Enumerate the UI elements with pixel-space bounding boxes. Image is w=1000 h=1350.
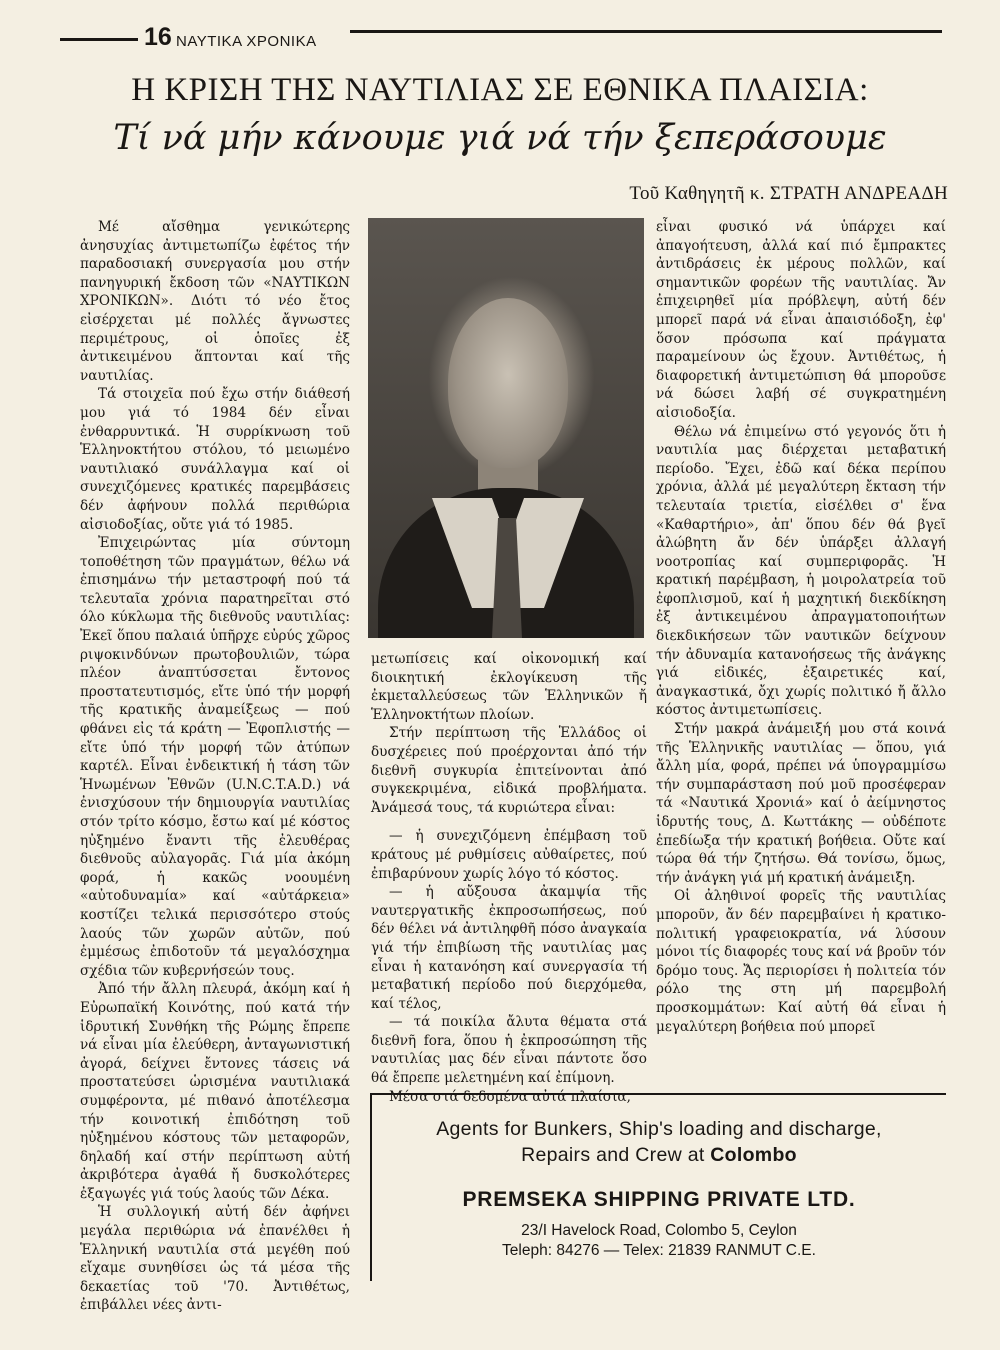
ad-services-line: Agents for Bunkers, Ship's loading and discharge, [436,1118,882,1140]
header-rule-right [350,30,942,33]
paragraph: Τά στοιχεῖα πού ἔχω στήν διάθεσή μου γιά τό 1984 δέν εἶναι ἐνθαρρυντικά. Ἡ συρρίκνωση τοῦ Ἑλληνοκτήτου στόλου, τό μειωμένο ναυτιλιακό συνάλλαγμα καί οἱ συνεχιζόμενες κρατικές παρεμβάσεις δέν ἀφήνουν πολλά περιθώρια αἰσιοδοξίας, οὔτε γιά τό 1985. [80,386,350,533]
ad-address: 23/I Havelock Road, Colombo 5, Ceylon [521,1222,797,1239]
text-column-1 [80,218,350,1315]
text-column-2 [371,650,647,1106]
paragraph: εἶναι φυσικό νά ὑπάρχει καί ἀπαγοήτευση, ἀλλά καί πιό ἔμπρακτες ἀντιδράσεις ἐκ μέρους πολλῶν, καί σημαντικῶν φορέων τῆς ναυτιλίας. Ἄν ἐπιχειρηθεῖ μία πρόβλεψη, αὐτή δέν μπορεῖ παρά νά εἶναι ἀπαισιόδοξη, ἐφ' ὅσον πρόσωπα καί πράγματα παραμείνουν ὡς ἔχουν. Ἀντιθέτως, ἡ διαφορετική ἀντιμετώπιση θά μποροῦσε νά δώσει λαβή σέ συγκρατημένη αἰσιοδοξία. [656,219,946,421]
article-subtitle: Τί νά μήν κάνουμε γιά νά τήν ξεπεράσουμε [113,118,887,158]
portrait-head [448,298,568,468]
paragraph: Οἱ ἀληθινοί φορεῖς τῆς ναυτιλίας μποροῦν, ἄν δέν παρεμβαίνει ἡ κρατικο-πολιτική γραφειοκρατία, νά λύσουν μόνοι τίς διαφορές τους καί νά βροῦν τόν δρόμο τους. Ἄς περιορίσει ἡ πολιτεία τόν ρόλο της στη μή παρεμβολή προσκομμάτων: Καί αὐτή θά εἶναι ἡ μεγαλύτερη βοήθεια πού μπορεῖ [656,888,946,1035]
paragraph: μετωπίσεις καί οἰκονομική καί διοικητική ἐκλογίκευση τῆς ἐκμεταλλεύσεως τῶν Ἑλληνικῶν ἤ Ἑλληνοκτήτων πλοίων. [371,651,647,723]
ad-location: Colombo [710,1144,797,1166]
publication-name: ΝΑΥΤΙΚΑ ΧΡΟΝΙΚΑ [176,33,317,50]
paragraph: Μέ αἴσθημα γενικώτερης ἀνησυχίας ἀντιμετωπίζω ἐφέτος τήν παραδοσιακή συνεργασία μου στήν πανηγυρική ἔκδοση τῶν «ΝΑΥΤΙΚΩΝ ΧΡΟΝΙΚΩΝ». Διότι τό νέο ἔτος εἰσέρχεται μέ πολλές ἄγνωστες περιμέτρους, οἱ ὁποῖες ἐξ ἀντικειμένου ἅπτονται καί τῆς ναυτιλίας. [80,219,350,384]
article-title: Η ΚΡΙΣΗ ΤΗΣ ΝΑΥΤΙΛΙΑΣ ΣΕ ΕΘΝΙΚΑ ΠΛΑΙΣΙΑ: [131,72,869,108]
advertisement-box [370,1093,946,1281]
paragraph: Στήν μακρά ἀνάμειξή μου στά κοινά τῆς Ἑλληνικῆς ναυτιλίας — ὅπου, γιά ἄλλη μία, φορά, πρέπει νά ὑπογραμμίσω τήν συμπαράσταση πού μοῦ προσέφεραν τά «Ναυτικά Χρονιά» καί ὁ ἀείμνηστος ἱδρυτής τους, Δ. Κωττάκης — οὐδέποτε ἐπεδίωξα τήν κρατική βοήθεια. Οὔτε καί τώρα θά τήν ζητήσω. Θά τονίσω, ὅμως, τήν ἀνάγκη γιά μή κρατική ἀνάμειξη. [656,721,946,886]
header-rule-left [60,38,138,41]
author-portrait-photo [368,218,644,638]
ad-company-name: PREMSEKA SHIPPING PRIVATE LTD. [462,1188,856,1211]
page-header [60,22,942,54]
paragraph: Ἐπιχειρώντας μία σύντομη τοποθέτηση τῶν πραγμάτων, θέλω νά ἐπισημάνω τήν μεταστροφή πού τά τελευταῖα χρόνια παρατηρεῖται στό όλο κύκλωμα τῆς διεθνοῦς ναυτιλίας: Ἐκεῖ ὅπου παλαιά ὑπῆρχε εὐρύς χῶρος ριψοκινδύνων πρωτοβουλιῶν, τώρα πλέον ἀναπτύσσεται ἔντονος προστατευτισμός, εἴτε ὑπό τήν μορφή τῆς κρατικῆς ἀναμείξεως — πού φθάνει εἰς τά κράτη — Ἐφοπλιστής — εἴτε ὑπό τήν μορφή τῶν ἀτύπων καρτέλ. Εἶναι ἐνδεικτική ἡ τάση τῶν Ἡνωμένων Ἐθνῶν (U.N.C.T.A.D.) νά ἐνισχύσουν τήν δημιουργία ναυτιλίας στόν τρίτο κόσμο, ἔστω καί μέ κόστος ηὐξημένο ἔναντι τῆς ἐλευθέρας διεθνοῦς αὐλαγορᾶς. Γιά μία ἀκόμη φορά, ἡ κακῶς νοουμένη «αὐτοδυναμία» καί «αὐτάρκεια» κοστίζει τελικά περισσότερο στούς λαούς τῶν χωρῶν αὐτῶν, πού ἐμμέσως ἐπιδοτοῦν τά μεγαλόσχημα σχέδια τῶν κυβερνήσεών τους. [80,535,350,979]
text-column-3 [656,218,946,1036]
paragraph: Ἀπό τήν ἄλλη πλευρά, ἀκόμη καί ἡ Εὐρωπαϊκή Κοινότης, πού κατά τήν ἱδρυτική Συνθήκη τῆς Ρώμης ἔπρεπε νά εἶναι μία ἐλεύθερη, ἀνταγωνιστική ἀγορά, δείχνει ἔντονες τάσεις νά προστατεύσει ὡρισμένα ναυτιλιακά συμφέροντα, μέ πιθανό ἀποτέλεσμα τήν κοινοτική ἐπιδότηση τοῦ ηὐξημένου κόστους τῶν μεταφορῶν, δηλαδή καί στήν περίπτωση αὐτή ἀκριβότερα ἀγαθά ἤ δυσκολότερες ἐξαγωγές γιά τούς λαούς τῶν Δέκα. [80,981,350,1202]
ad-services-line-2 [372,1143,946,1167]
ad-services-text: Repairs and Crew at [521,1144,711,1166]
paragraph: — τά ποικίλα ἄλυτα θέματα στά διεθνῆ fora, ὅπου ἡ ἐκπροσώπηση τῆς ναυτιλίας μας δέν εἶναι πάντοτε ὅσο θά ἔπρεπε μελετημένη καί ἐπίμονη. [371,1014,647,1087]
paragraph: Ἡ συλλογική αὐτή δέν ἀφήνει μεγάλα περιθώρια νά ἐπανέλθει ἡ Ἑλληνική ναυτιλία στά μεγέθη πού εἴχαμε συνηθίσει ὡς τά μέσα τῆς δεκαετίας τοῦ '70. Ἀντιθέτως, ἐπιβάλλει νέες ἀντι- [80,1204,350,1314]
paragraph: Θέλω νά ἐπιμείνω στό γεγονός ὅτι ἡ ναυτιλία μας διέρχεται μεταβατική περίοδο. Ἔχει, ἐδῶ καί δέκα περίπου χρόνια, ἀλλά μέ μεγαλύτερη ἔκταση τήν τελευταία τριετία, εἰσέλθει σ' ἕνα «Καθαρτήριο», ἀπ' ὅπου δέν θά βγεῖ ἀλώβητη ἄν δέν ὑπάρξει ἀλλαγή νοοτροπίας καί συμπεριφορᾶς. Ἡ κρατική παρέμβαση, ἡ μοιρολατρεία τοῦ ἐφοπλισμοῦ, καί ἡ μαχητική διεκδίκηση ἐξ ἀντικειμένου ἀπραγματοποιήτων διεκδικήσεων τῶν ναυτικῶν δείχνουν τήν ἀδυναμία κατανοήσεως τῆς ἀνάγκης γιά εἰδικές, ἐξαιρετικές καί, ἀναγκαστικά, ὄχι χωρίς πολιτικό ἤ ἄλλο κόστος ἀντιμετωπίσεις. [656,423,946,719]
paragraph: — ἡ αὔξουσα ἀκαμψία τῆς ναυτεργατικῆς ἐκπροσωπήσεως, πού δέν θέλει νά ἀντιληφθῆ πόσο ἀναγκαία γιά τήν ἐπιβίωση τῆς ναυτιλίας μας εἶναι ἡ κατανόηση καί συνεργασία τή μεταβατική περίοδο πού διερχόμεθα, καί τέλος, [371,884,647,1012]
paragraph: — ἡ συνεχιζόμενη ἐπέμβαση τοῦ κράτους μέ ρυθμίσεις αὐθαίρετες, πού ἐπιβαρύνουν χωρίς λόγο τό κόστος. [371,828,647,882]
article-byline: Τοῦ Καθηγητῆ κ. ΣΤΡΑΤΗ ΑΝΔΡΕΑΔΗ [629,183,948,204]
page-number: 16 [144,23,172,51]
paragraph: Μέσα στά δεδομένα αὐτά πλαίσια, [389,1088,631,1105]
paragraph: Στήν περίπτωση τῆς Ἑλλάδος οἱ δυσχέρειες πού προέρχονται ἀπό τήν διεθνῆ συγκυρία ἐπιτείνονται ἀπό συγκεκριμένα, εἰδικά προβλήματα. Ἀνάμεσά τους, τά κυριώτερα εἶναι: [371,725,647,816]
ad-contact: Teleph: 84276 — Telex: 21839 RANMUT C.E. [502,1242,816,1259]
